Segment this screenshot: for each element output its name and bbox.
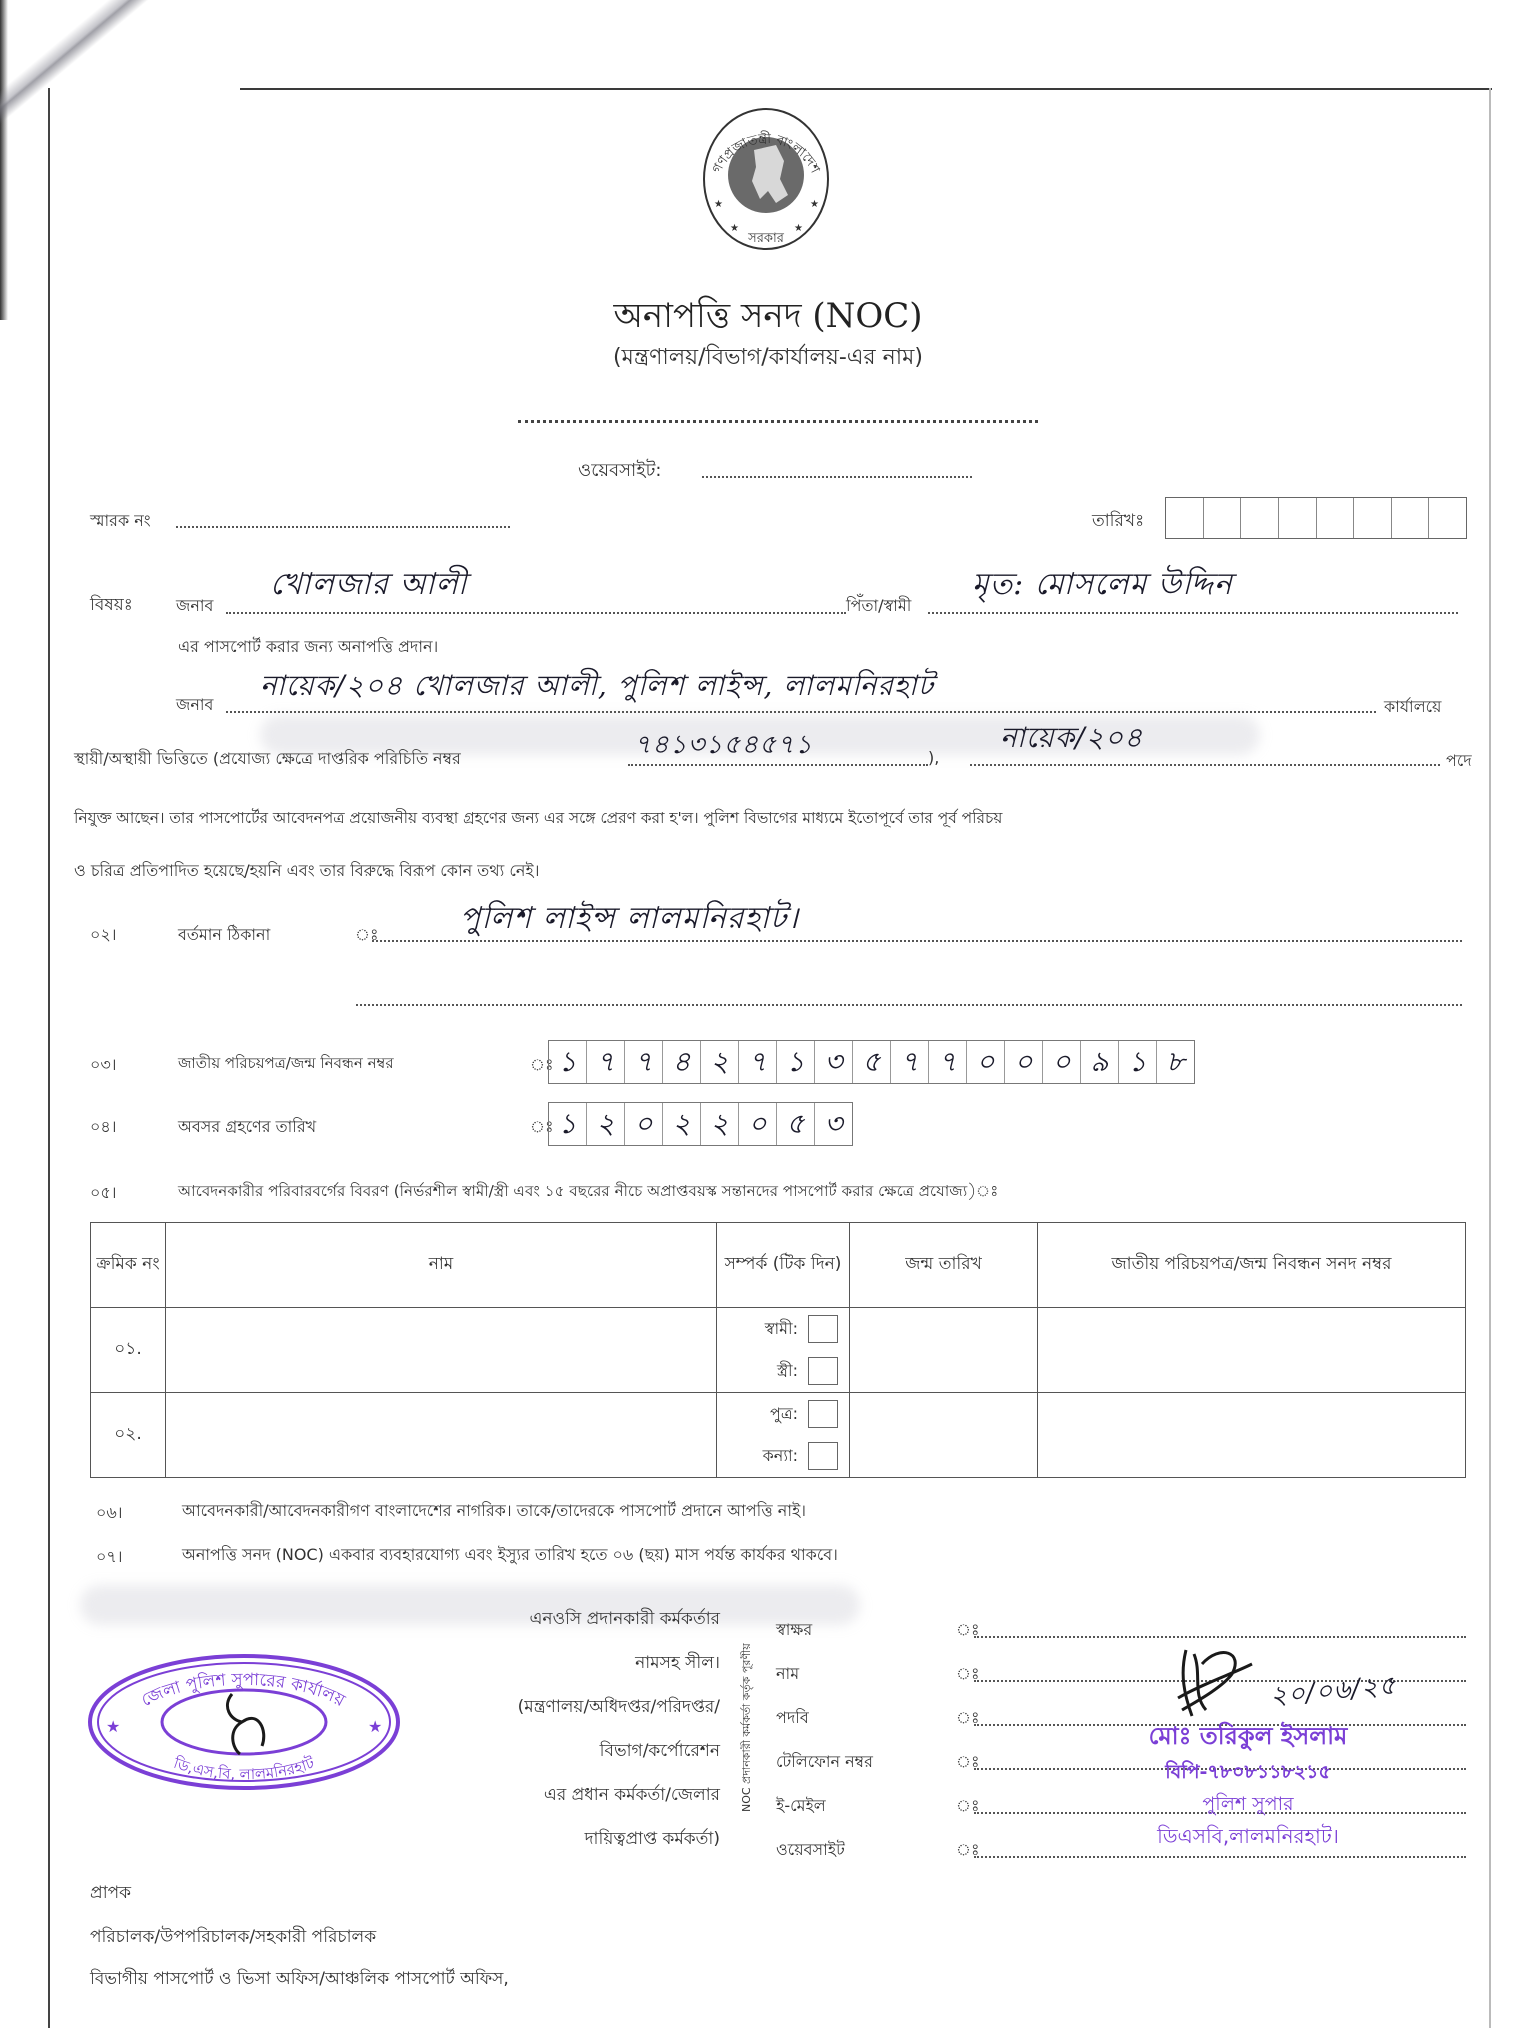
date-boxes[interactable] — [1165, 497, 1467, 539]
seal-top-text: গণপ্রজাতন্ত্রী বাংলাদেশ — [709, 131, 823, 176]
email-label: ই-মেইল — [776, 1796, 826, 1815]
row-relation-cell — [717, 1308, 850, 1393]
svg-text:★: ★ — [794, 223, 803, 234]
validity-declaration: অনাপত্তি সনদ (NOC) একবার ব্যবহারযোগ্য এবং ইস্যুর তারিখ হতে ০৬ (ছয়) মাস পর্যন্ত কার্যকর থাকবে। — [182, 1545, 838, 1564]
recipient-line-1: পরিচালক/উপপরিচালক/সহকারী পরিচালক — [90, 1927, 377, 1947]
field-colon: ঃ — [956, 1708, 980, 1727]
retire-digit-box[interactable]: ৫ — [777, 1103, 815, 1145]
nid-digit-box[interactable]: ৭ — [587, 1041, 625, 1083]
field-colon: ঃ — [956, 1796, 980, 1815]
retire-digit-box[interactable]: ৩ — [824, 1107, 843, 1140]
nid-digit-box[interactable]: ৮ — [1166, 1045, 1185, 1078]
address-handwritten: পুলিশ লাইন্স লালমনিরহাট। — [460, 901, 799, 936]
nid-digit-box[interactable]: ৭ — [891, 1041, 929, 1083]
website-field[interactable] — [702, 476, 972, 478]
seal-bottom-text: সরকার — [748, 231, 784, 246]
relation-daughter-label: কন্যা: — [762, 1445, 798, 1465]
field-colon: ঃ — [956, 1620, 980, 1639]
recipient-line-2: বিভাগীয় পাসপোর্ট ও ভিসা অফিস/আঞ্চলিক পাসপোর্ট অফিস, — [90, 1969, 509, 1989]
row-dob-cell[interactable] — [850, 1308, 1038, 1393]
office-seal-stamp — [82, 1650, 402, 1790]
retire-digit-box[interactable]: ২ — [663, 1103, 701, 1145]
item-04-number: ০৪। — [90, 1117, 117, 1136]
father-name-handwritten: মৃত: মোসলেম উদ্দিন — [972, 567, 1233, 602]
ministry-name-line[interactable] — [518, 420, 1038, 423]
nid-digit-box[interactable]: ০ — [1005, 1041, 1043, 1083]
retirement-digit-boxes[interactable] — [548, 1102, 853, 1146]
government-seal — [696, 95, 836, 260]
officer-stamp-office: ডিএসবি,লালমনিরহাট। — [1157, 1824, 1339, 1848]
table-row — [91, 1393, 1466, 1478]
svg-text:★: ★ — [714, 199, 723, 210]
telephone-label: টেলিফোন নম্বর — [776, 1752, 873, 1771]
retire-digit-box[interactable]: ২ — [587, 1103, 625, 1145]
nid-digit-box[interactable]: ৭ — [739, 1041, 777, 1083]
subject-janab-label: জনাব — [176, 596, 214, 615]
id-close-paren: ), — [928, 748, 940, 767]
officer-name-stamp — [1098, 1718, 1398, 1855]
signature-label: স্বাক্ষর — [776, 1620, 813, 1639]
nid-digit-box[interactable]: ৫ — [853, 1041, 891, 1083]
nid-digit-box[interactable]: ১ — [1119, 1041, 1157, 1083]
address-colon: ঃ — [355, 925, 379, 944]
signature-row — [776, 1600, 1466, 1644]
officer-stamp-bp: বিপি-৭৮০৮১১৮২১৫ — [1165, 1761, 1331, 1783]
nid-digit-boxes[interactable] — [548, 1040, 1195, 1084]
address-label: বর্তমান ঠিকানা — [178, 925, 271, 944]
page-border-right — [1489, 88, 1491, 2028]
memo-label: স্মারক নং — [90, 511, 151, 530]
office-field[interactable] — [226, 711, 1376, 713]
website-label: ওয়েবসাইট: — [578, 460, 662, 481]
applicant-name-field[interactable] — [226, 612, 846, 614]
retire-digit-box[interactable]: ১ — [549, 1103, 587, 1145]
retire-digit-box[interactable]: ০ — [625, 1103, 663, 1145]
signatory-line: এর প্রধান কর্মকর্তা/জেলার — [543, 1785, 720, 1805]
nid-digit-box[interactable]: ১ — [549, 1041, 587, 1083]
svg-text:★: ★ — [106, 1717, 121, 1736]
address-field-line-2[interactable] — [356, 1004, 1462, 1006]
nid-digit-box[interactable]: ০ — [1043, 1041, 1081, 1083]
nid-digit-box[interactable]: ০ — [967, 1041, 1005, 1083]
svg-text:★: ★ — [810, 199, 819, 210]
item-06-number: ০৬। — [96, 1503, 123, 1522]
nid-digit-box[interactable]: ৩ — [815, 1041, 853, 1083]
website-field-label: ওয়েবসাইট — [776, 1840, 845, 1859]
document-title: অনাপত্তি সনদ (NOC) — [613, 296, 923, 336]
officer-stamp-designation: পুলিশ সুপার — [1202, 1793, 1294, 1815]
recipient-label: প্রাপক — [90, 1883, 132, 1903]
citizenship-declaration: আবেদনকারী/আবেদনকারীগণ বাংলাদেশের নাগরিক। তাকে/তাদেরকে পাসপোর্ট প্রদানে আপত্তি নাই। — [182, 1501, 807, 1520]
row-nid-cell[interactable] — [1038, 1308, 1466, 1393]
row-name-cell[interactable] — [166, 1393, 717, 1478]
signatory-line: এনওসি প্রদানকারী কর্মকর্তার — [529, 1609, 720, 1629]
appointment-paragraph: নিযুক্ত আছেন। তার পাসপোর্টের আবেদনপত্র প্রয়োজনীয় ব্যবস্থা গ্রহণের জন্য এর সঙ্গে প্রেরণ করা হ'ল। পুলিশ বিভাগের মাধ্যমে ইতোপূর্বে তার পূর্ব পরিচয় — [74, 809, 1003, 827]
name-label: নাম — [776, 1664, 800, 1683]
signatory-line: বিভাগ/কর্পোরেশন — [599, 1741, 720, 1761]
officer-stamp-name: মোঃ তরিকুল ইসলাম — [1148, 1722, 1348, 1750]
basis-text: স্থায়ী/অস্থায়ী ভিত্তিতে (প্রযোজ্য ক্ষেত্রে দাপ্তরিক পরিচিতি নম্বর — [74, 749, 461, 768]
signatory-description — [380, 1606, 720, 1870]
daughter-checkbox[interactable] — [808, 1442, 838, 1470]
field-colon: ঃ — [956, 1664, 980, 1683]
post-suffix: পদে — [1446, 751, 1472, 770]
signature-date-handwritten: ২০/০৬/২৫ — [1268, 1670, 1398, 1712]
table-row — [91, 1308, 1466, 1393]
purpose-text: এর পাসপোর্ট করার জন্য অনাপত্তি প্রদান। — [178, 637, 439, 656]
official-id-handwritten: ৭৪১৩১৫৪৫৭১ — [634, 730, 813, 760]
noc-officer-vertical-note: NOC প্রদানকারী কর্মকর্তা কর্তৃক পূরণীয় — [740, 1643, 753, 1813]
retire-digit-box[interactable]: ০ — [739, 1103, 777, 1145]
svg-text:★: ★ — [368, 1717, 383, 1736]
row-serial: ০১. — [91, 1308, 166, 1393]
office-suffix: কার্যালয়ে — [1384, 697, 1442, 716]
item-02-number: ০২। — [90, 925, 117, 944]
nid-digit-box[interactable]: ১ — [777, 1041, 815, 1083]
header-relation: সম্পর্ক (টিক দিন) — [717, 1223, 850, 1308]
officer-signature — [1172, 1644, 1262, 1724]
signatory-line: দায়িত্বপ্রাপ্ত কর্মকর্তা) — [584, 1829, 720, 1849]
post-handwritten: নায়েক/২০৪ — [1000, 721, 1144, 754]
ministry-subtitle: (মন্ত্রণালয়/বিভাগ/কার্যালয়-এর নাম) — [613, 345, 923, 370]
memo-number-field[interactable] — [176, 526, 510, 528]
husband-checkbox[interactable] — [808, 1315, 838, 1343]
row-serial: ০২. — [91, 1393, 166, 1478]
subject-label: বিষয়ঃ — [90, 595, 133, 615]
nid-digit-box[interactable]: ৯ — [1081, 1041, 1119, 1083]
office-handwritten: নায়েক/২০৪ খোলজার আলী, পুলিশ লাইন্স, লালমনিরহাট — [260, 669, 934, 702]
designation-label: পদবি — [776, 1708, 809, 1727]
field-colon: ঃ — [956, 1840, 980, 1859]
retirement-date-label: অবসর গ্রহণের তারিখ — [178, 1117, 317, 1136]
signatory-website-field[interactable] — [974, 1856, 1466, 1858]
retire-digit-box[interactable]: ২ — [701, 1103, 739, 1145]
relation-son-label: পুত্র: — [769, 1403, 798, 1423]
father-husband-label: পিঁতা/স্বামী — [846, 596, 912, 615]
family-details-text: আবেদনকারীর পরিবারবর্গের বিবরণ (নির্ভরশীল স্বামী/স্ত্রী এবং ১৫ বছরের নীচে অপ্রাপ্তবয়স্ক সন্তানদের পাসপোর্ট করার ক্ষেত্রে প্রযোজ্য)ঃ — [178, 1182, 999, 1200]
row-nid-cell[interactable] — [1038, 1393, 1466, 1478]
signatory-line: নামসহ সীল। — [635, 1653, 720, 1673]
nid-label: জাতীয় পরিচয়পত্র/জন্ম নিবন্ধন নম্বর — [178, 1054, 394, 1072]
nid-digit-box[interactable]: ২ — [701, 1041, 739, 1083]
family-members-table — [90, 1222, 1466, 1478]
page-border-top — [240, 88, 1492, 90]
office-seal-top-text: জেলা পুলিশ সুপারের কার্যালয় — [138, 1669, 349, 1712]
item-05-number: ০৫। — [90, 1183, 117, 1202]
signature-field[interactable] — [974, 1636, 1466, 1638]
item-07-number: ০৭। — [96, 1547, 123, 1566]
svg-text:ডি,এস,বি, লালমনিরহাট — [170, 1753, 317, 1783]
character-paragraph: ও চরিত্র প্রতিপাদিত হয়েছে/হয়নি এবং তার বিরুদ্ধে বিরূপ কোন তথ্য নেই। — [74, 861, 540, 880]
relation-wife-label: স্ত্রী: — [777, 1360, 798, 1380]
son-checkbox[interactable] — [808, 1400, 838, 1428]
header-serial: ক্রমিক নং — [91, 1223, 166, 1308]
wife-checkbox[interactable] — [808, 1357, 838, 1385]
header-dob: জন্ম তারিখ — [850, 1223, 1038, 1308]
nid-digit-box[interactable]: ৪ — [663, 1041, 701, 1083]
paper-fold-shadow — [0, 0, 308, 168]
applicant-name-handwritten: খোলজার আলী — [270, 567, 468, 602]
page-border-left — [48, 88, 50, 2028]
scan-shadow-edge — [0, 0, 8, 320]
row-dob-cell[interactable] — [850, 1393, 1038, 1478]
father-name-field[interactable] — [928, 612, 1458, 614]
relation-husband-label: স্বামী: — [764, 1318, 798, 1338]
table-header-row — [91, 1223, 1466, 1308]
row-relation-cell — [717, 1393, 850, 1478]
header-name: নাম — [166, 1223, 717, 1308]
office-seal-bottom-text: ডি,এস,বি, লালমনিরহাট — [171, 1753, 317, 1784]
header-nid: জাতীয় পরিচয়পত্র/জন্ম নিবন্ধন সনদ নম্বর — [1038, 1223, 1466, 1308]
item-03-number: ০৩। — [90, 1055, 117, 1074]
post-field[interactable] — [970, 764, 1440, 766]
office-janab-label: জনাব — [176, 695, 214, 714]
signatory-line: (মন্ত্রণালয়/অধিদপ্তর/পরিদপ্তর/ — [517, 1697, 720, 1717]
nid-digit-box[interactable]: ৭ — [625, 1041, 663, 1083]
retirement-colon: ঃ — [530, 1117, 554, 1136]
nid-digit-box[interactable]: ৭ — [929, 1041, 967, 1083]
date-label: তারিখঃ — [1092, 511, 1145, 531]
nid-colon: ঃ — [530, 1055, 554, 1074]
field-colon: ঃ — [956, 1752, 980, 1771]
svg-text:★: ★ — [730, 223, 739, 234]
row-name-cell[interactable] — [166, 1308, 717, 1393]
